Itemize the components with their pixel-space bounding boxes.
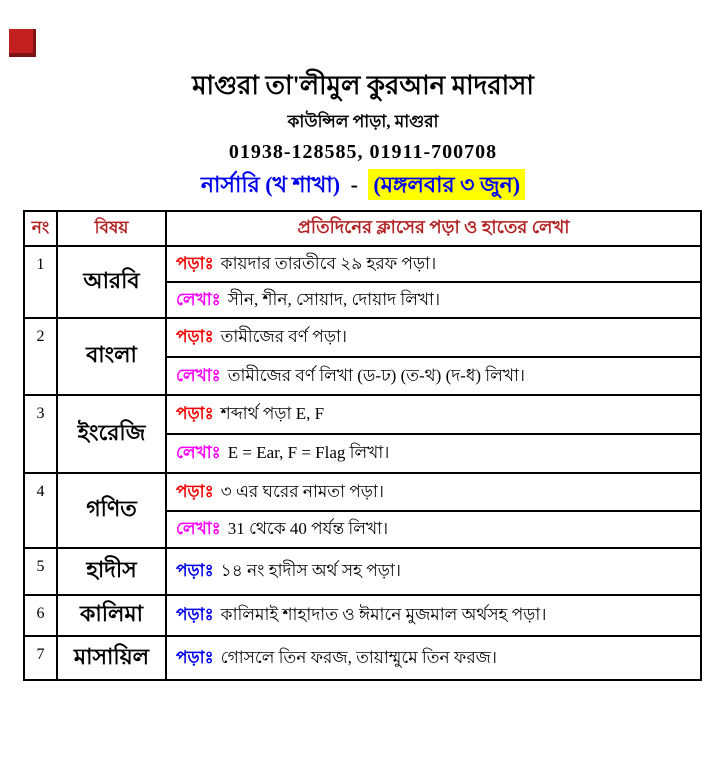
table-header-row (25, 212, 700, 245)
read-text: গোসলে তিন ফরজ, তায়াম্মুমে তিন ফরজ। (220, 647, 497, 667)
write-label: লেখাঃ (176, 443, 221, 463)
lesson-cell (167, 247, 700, 317)
write-label: লেখাঃ (176, 365, 221, 385)
document-header (0, 70, 726, 201)
read-text: শব্দার্থ পড়া E, F (220, 404, 325, 424)
table-row (25, 594, 700, 635)
class-day-highlight: (মঙ্গলবার ৩ জুন) (368, 169, 525, 200)
row-number: 7 (25, 637, 58, 679)
subject-name: আরবি (58, 247, 167, 317)
lesson-cell (167, 637, 700, 679)
column-header-lessons: প্রতিদিনের ক্লাসের পড়া ও হাতের লেখা (297, 217, 570, 237)
lesson-cell (167, 396, 700, 472)
row-number: 3 (25, 396, 58, 472)
school-address: কাউন্সিল পাড়া, মাগুরা (287, 111, 439, 131)
subject-name: হাদীস (58, 549, 167, 594)
table-row (25, 472, 700, 547)
lesson-cell (167, 474, 700, 547)
read-text: তামীজের বর্ণ পড়া। (220, 327, 347, 347)
table-row (25, 245, 700, 317)
row-number: 6 (25, 596, 58, 635)
read-label: পড়াঃ (176, 647, 214, 667)
table-row (25, 394, 700, 472)
read-text: ১৪ নং হাদীস অর্থ সহ পড়া। (220, 561, 401, 581)
subject-name: বাংলা (58, 319, 167, 394)
class-session-line (0, 168, 726, 201)
write-text: 31 থেকে 40 পর্যন্ত লিখা। (227, 519, 389, 539)
read-label: পড়াঃ (176, 481, 214, 501)
read-label: পড়াঃ (176, 327, 214, 347)
school-title: মাগুরা তা'লীমুল কুরআন মাদরাসা (192, 71, 534, 100)
read-label: পড়াঃ (176, 605, 214, 625)
write-text: তামীজের বর্ণ লিখা (ড-ঢ) (ত-থ) (দ-ধ) লিখা। (227, 365, 525, 385)
table-row (25, 317, 700, 394)
subject-name: কালিমা (58, 596, 167, 635)
lesson-cell (167, 596, 700, 635)
lesson-table (23, 210, 702, 681)
write-line (167, 510, 700, 548)
row-number: 1 (25, 247, 58, 317)
table-row (25, 547, 700, 594)
write-line (167, 433, 700, 472)
write-text: সীন, শীন, সোয়াদ, দোয়াদ লিখা। (227, 289, 441, 309)
write-line (167, 281, 700, 317)
write-label: লেখাঃ (176, 289, 221, 309)
read-label: পড়াঃ (176, 404, 214, 424)
write-label: লেখাঃ (176, 519, 221, 539)
read-line (167, 247, 700, 281)
table-row (25, 635, 700, 679)
phone-numbers: 01938-128585, 01911-700708 (228, 140, 498, 163)
subject-name: গণিত (58, 474, 167, 547)
write-line (167, 356, 700, 395)
column-header-subject: বিষয় (58, 212, 167, 245)
read-line (167, 596, 700, 635)
class-name: নার্সারি (খ শাখা) (200, 171, 341, 197)
read-text: ৩ এর ঘরের নামতা পড়া। (220, 481, 384, 501)
read-text: কালিমাই শাহাদাত ও ঈমানে মুজমাল অর্থসহ পড়া। (220, 605, 547, 625)
read-line (167, 549, 700, 594)
read-line (167, 474, 700, 510)
read-line (167, 319, 700, 356)
subject-name: মাসায়িল (58, 637, 167, 679)
read-line (167, 396, 700, 433)
red-stamp (9, 29, 36, 57)
read-text: কায়দার তারতীবে ২৯ হরফ পড়া। (220, 253, 437, 273)
row-number: 4 (25, 474, 58, 547)
lesson-cell (167, 319, 700, 394)
lesson-cell (167, 549, 700, 594)
read-line (167, 637, 700, 679)
separator-dash: - (350, 171, 358, 197)
row-number: 2 (25, 319, 58, 394)
read-label: পড়াঃ (176, 253, 214, 273)
row-number: 5 (25, 549, 58, 594)
write-text: E = Ear, F = Flag লিখা। (227, 443, 390, 463)
read-label: পড়াঃ (176, 561, 214, 581)
subject-name: ইংরেজি (58, 396, 167, 472)
column-header-no: নং (25, 212, 58, 245)
